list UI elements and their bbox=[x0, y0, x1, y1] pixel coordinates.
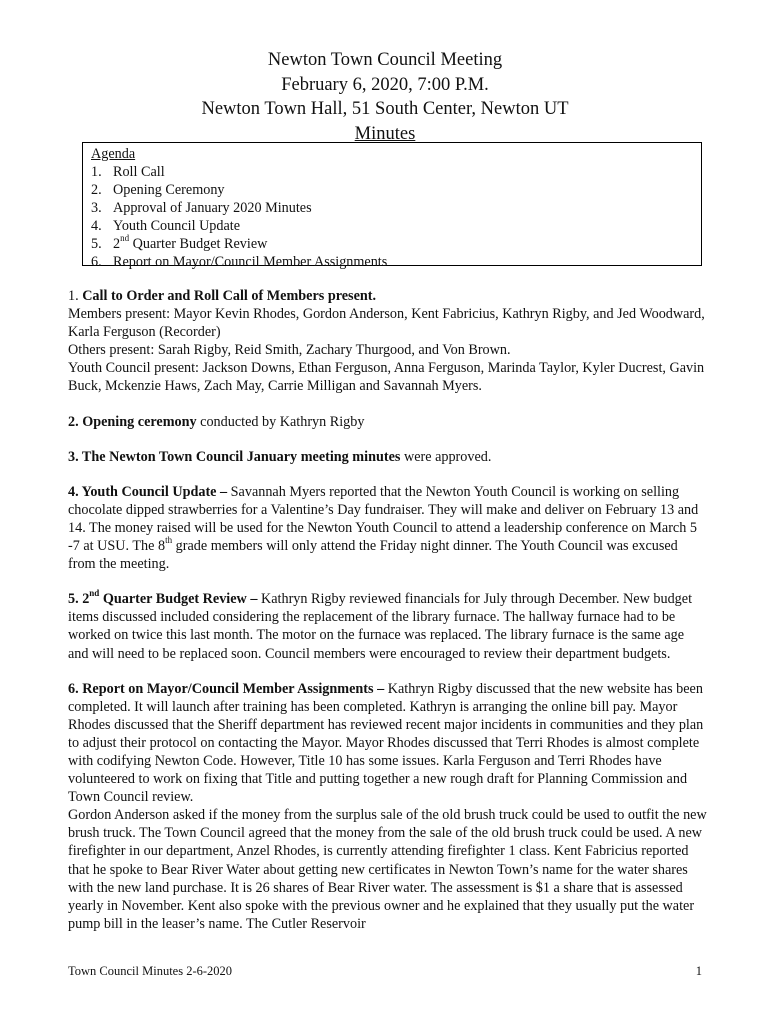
agenda-item-label: Roll Call bbox=[113, 164, 165, 180]
section-superscript: th bbox=[165, 535, 173, 546]
section-title-superscript: nd bbox=[89, 588, 100, 599]
section-budget-review bbox=[68, 590, 708, 662]
section-paragraph bbox=[68, 680, 708, 807]
section-assignments bbox=[68, 680, 708, 933]
page-title: Minutes bbox=[354, 123, 416, 144]
section-title: 4. Youth Council Update – bbox=[68, 483, 228, 500]
meeting-date: February 6, 2020, 7:00 P.M. bbox=[281, 74, 489, 95]
agenda-item-label: Youth Council Update bbox=[113, 218, 241, 234]
section-title: 2. Opening ceremony bbox=[68, 413, 197, 430]
footer-page-number: 1 bbox=[695, 964, 702, 978]
agenda-item bbox=[91, 163, 701, 181]
agenda-box bbox=[82, 142, 702, 270]
agenda-item-label: Approval of January 2020 Minutes bbox=[113, 200, 312, 216]
document-header bbox=[0, 48, 770, 146]
section-heading bbox=[68, 287, 708, 305]
agenda-item-ordinal: 2 bbox=[113, 236, 121, 252]
agenda-item-number: 3. bbox=[91, 200, 102, 216]
section-title: 6. Report on Mayor/Council Member Assignments – bbox=[68, 680, 385, 697]
agenda-item-superscript: nd bbox=[120, 233, 130, 244]
section-title-end: Quarter Budget Review – bbox=[99, 591, 258, 608]
section-title bbox=[68, 588, 258, 608]
section-text: Kathryn Rigby discussed that the new website has been completed. It will launch after training has been completed. Kathryn is arranging the online bill pay. Mayor Rhodes discussed that the Sheriff department has reviewed recent major incidents in communities and they plan to adjust their protocol on contacting the Mayor. Mayor Rhodes discussed that Terri Rhodes is almost complete with codifying Newton Code. However, Title 10 has some issues. Karla Ferguson and Terri Rhodes have volunteered to work on fixing that Title and putting together a new rough draft for Planning Commission and Town Council review. bbox=[68, 680, 704, 806]
members-present: Members present: Mayor Kevin Rhodes, Gordon Anderson, Kent Fabricius, Kathryn Rigby, and Jed Woodward, Karla Ferguson (Recorder) bbox=[68, 306, 705, 341]
section-text: Savannah Myers reported that the Newton Youth Council is working on selling chocolate dipped strawberries for a Valentine’s Day fundraiser. They will make and deliver on February 13 and 14. The money raised will be used for the Newton Youth Council to attend a leadership conference on March 5 -7 at USU. The 8 bbox=[68, 483, 699, 555]
agenda-item bbox=[91, 181, 701, 199]
agenda-item-number: 6. bbox=[91, 254, 102, 270]
section-title: Call to Order and Roll Call of Members present. bbox=[82, 288, 377, 304]
agenda-item bbox=[91, 217, 701, 235]
agenda-item bbox=[91, 253, 701, 271]
agenda-heading: Agenda bbox=[91, 146, 136, 162]
section-text: conducted by Kathryn Rigby bbox=[196, 413, 365, 430]
section-opening-ceremony bbox=[68, 413, 708, 431]
section-title-start: 5. 2 bbox=[68, 591, 90, 608]
others-present: Others present: Sarah Rigby, Reid Smith, Zachary Thurgood, and Von Brown. bbox=[68, 342, 511, 359]
agenda-item-label: Report on Mayor/Council Member Assignments bbox=[113, 254, 388, 270]
agenda-item-label: Opening Ceremony bbox=[113, 182, 225, 198]
section-minutes-approval bbox=[68, 448, 708, 466]
agenda-item bbox=[91, 235, 701, 253]
meeting-location: Newton Town Hall, 51 South Center, Newton UT bbox=[201, 99, 569, 119]
section-text: Kathryn Rigby reviewed financials for July through December. New budget items discussed included considering the replacement of the library furnace. The hallway furnace had to be worked on twice this last month. The motor on the furnace was replaced. The library furnace is the same age and will need to be replaced soon. Council members were encouraged to review their department budgets. bbox=[68, 591, 693, 662]
section-roll-call bbox=[68, 287, 708, 396]
section-number: 1. bbox=[68, 288, 83, 304]
minutes-body bbox=[68, 287, 708, 933]
section-text: were approved. bbox=[400, 448, 492, 465]
agenda-item bbox=[91, 199, 701, 217]
agenda-item-label: Quarter Budget Review bbox=[129, 236, 268, 252]
agenda-item-number: 4. bbox=[91, 218, 102, 234]
section-youth-council bbox=[68, 483, 708, 573]
section-paragraph: Gordon Anderson asked if the money from the surplus sale of the old brush truck could be used to outfit the new brush truck. The Town Council agreed that the money from the sale of the old brush truck could be used. A new firefighter in our department, Anzel Rhodes, is currently attending firefighter 1 class. Kent Fabricius reported that he spoke to Bear River Water about getting new certificates in Newton Town’s name for the water shares with the new land purchase. It is 26 shares of Bear River water. The assessment is $1 a share that is assessed yearly in November. Kent also spoke with the previous owner and he explained that they usually put the water pump bill in the leaser’s name. The Cutler Reservoir bbox=[68, 807, 707, 932]
youth-council-present: Youth Council present: Jackson Downs, Ethan Ferguson, Anna Ferguson, Marinda Taylor, Kyler Ducrest, Gavin Buck, Mckenzie Haws, Zach May, Carrie Milligan and Savannah Myers. bbox=[68, 360, 705, 395]
section-title: 3. The Newton Town Council January meeting minutes bbox=[68, 448, 401, 465]
footer-document-name: Town Council Minutes 2-6-2020 bbox=[68, 964, 233, 978]
section-text-continued: grade members will only attend the Friday night dinner. The Youth Council was excused from the meeting. bbox=[68, 538, 678, 573]
agenda-item-number: 1. bbox=[91, 164, 102, 180]
agenda-item-number: 5. bbox=[91, 236, 102, 252]
meeting-name: Newton Town Council Meeting bbox=[267, 50, 503, 70]
agenda-item-number: 2. bbox=[91, 182, 102, 198]
